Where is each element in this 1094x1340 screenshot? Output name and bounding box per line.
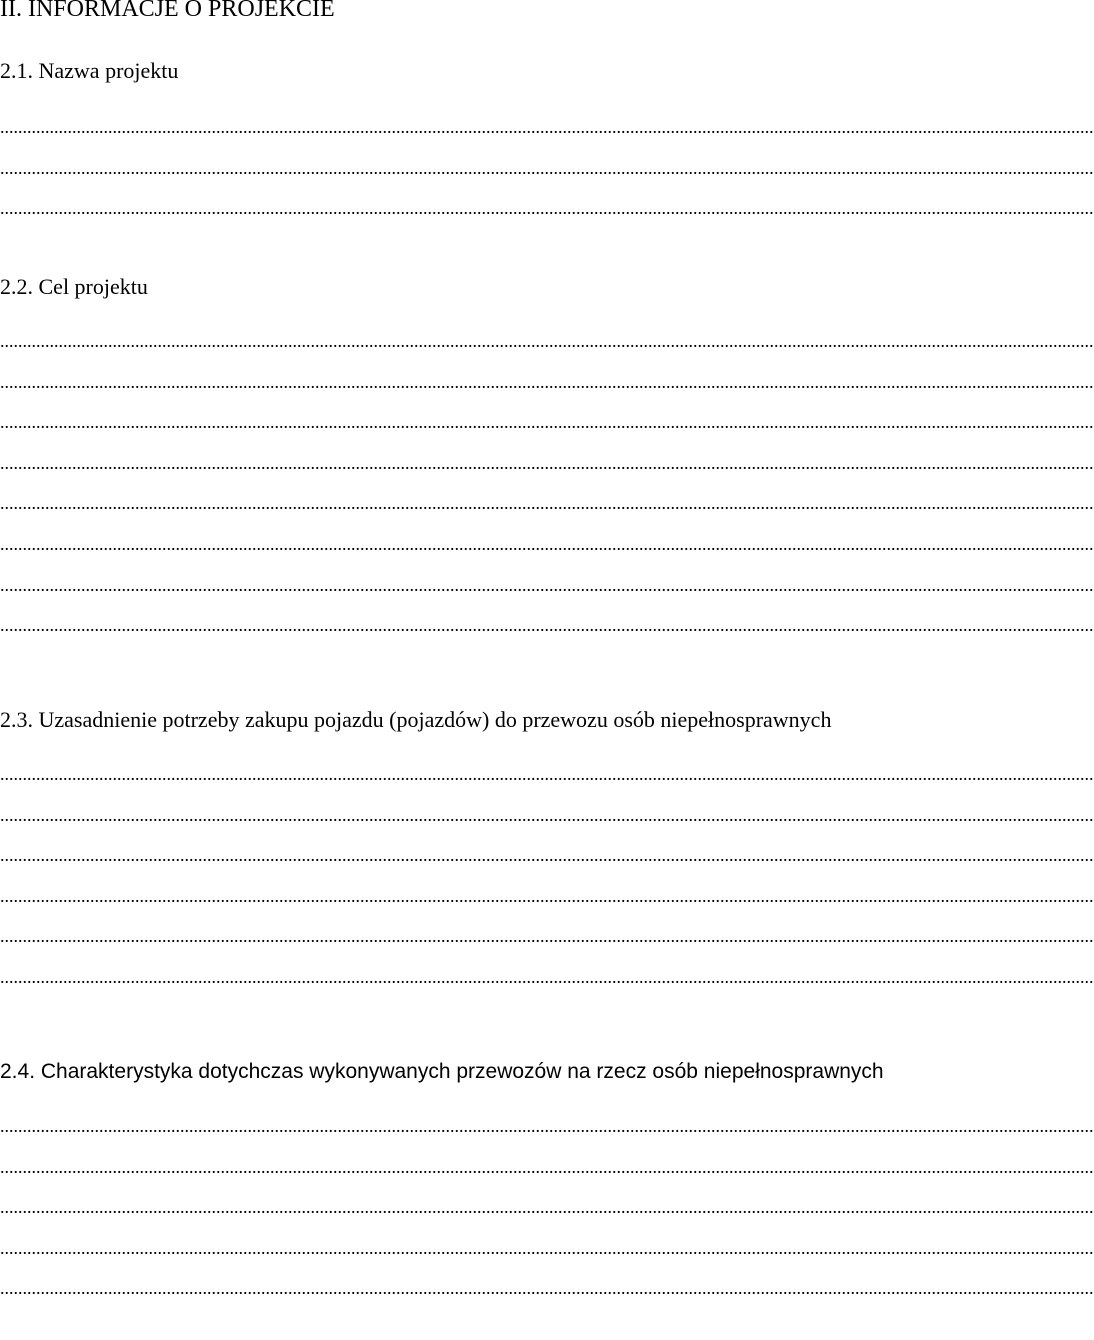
fill-line[interactable]: ................................................................................................................................................................................................................................................... — [0, 967, 1094, 987]
section-2-4-label: 2.4. Charakterystyka dotychczas wykonywanych przewozów na rzecz osób niepełnosprawnych — [0, 1060, 884, 1083]
fill-line[interactable]: ................................................................................................................................................................................................................................................... — [0, 926, 1094, 946]
section-2-2-label: 2.2. Cel projektu — [0, 274, 148, 299]
fill-line[interactable]: ................................................................................................................................................................................................................................................... — [0, 805, 1094, 825]
fill-line[interactable]: ................................................................................................................................................................................................................................................... — [0, 845, 1094, 865]
fill-line[interactable]: ................................................................................................................................................................................................................................................... — [0, 1238, 1094, 1258]
fill-line[interactable]: ................................................................................................................................................................................................................................................... — [0, 1116, 1094, 1136]
fill-line[interactable]: ................................................................................................................................................................................................................................................... — [0, 575, 1094, 595]
fill-line[interactable]: ................................................................................................................................................................................................................................................... — [0, 453, 1094, 473]
fill-line[interactable]: ................................................................................................................................................................................................................................................... — [0, 1157, 1094, 1177]
fill-line[interactable]: ................................................................................................................................................................................................................................................... — [0, 331, 1094, 351]
fill-line[interactable]: ................................................................................................................................................................................................................................................... — [0, 615, 1094, 635]
fill-line[interactable]: ................................................................................................................................................................................................................................................... — [0, 1197, 1094, 1217]
fill-line[interactable]: ................................................................................................................................................................................................................................................... — [0, 412, 1094, 432]
fill-line[interactable]: ................................................................................................................................................................................................................................................... — [0, 886, 1094, 906]
fill-line[interactable]: ................................................................................................................................................................................................................................................... — [0, 372, 1094, 392]
section-2-3-label: 2.3. Uzasadnienie potrzeby zakupu pojazdu (pojazdów) do przewozu osób niepełnosprawnych — [0, 707, 832, 732]
fill-line[interactable]: ................................................................................................................................................................................................................................................... — [0, 1278, 1094, 1298]
fill-line[interactable]: ................................................................................................................................................................................................................................................... — [0, 117, 1094, 137]
fill-line[interactable]: ................................................................................................................................................................................................................................................... — [0, 158, 1094, 178]
fill-line[interactable]: ................................................................................................................................................................................................................................................... — [0, 534, 1094, 554]
fill-line[interactable]: ................................................................................................................................................................................................................................................... — [0, 764, 1094, 784]
section-heading: II. INFORMACJE O PROJEKCIE — [0, 0, 335, 22]
section-2-1-label: 2.1. Nazwa projektu — [0, 58, 179, 83]
fill-line[interactable]: ................................................................................................................................................................................................................................................... — [0, 198, 1094, 218]
fill-line[interactable]: ................................................................................................................................................................................................................................................... — [0, 493, 1094, 513]
